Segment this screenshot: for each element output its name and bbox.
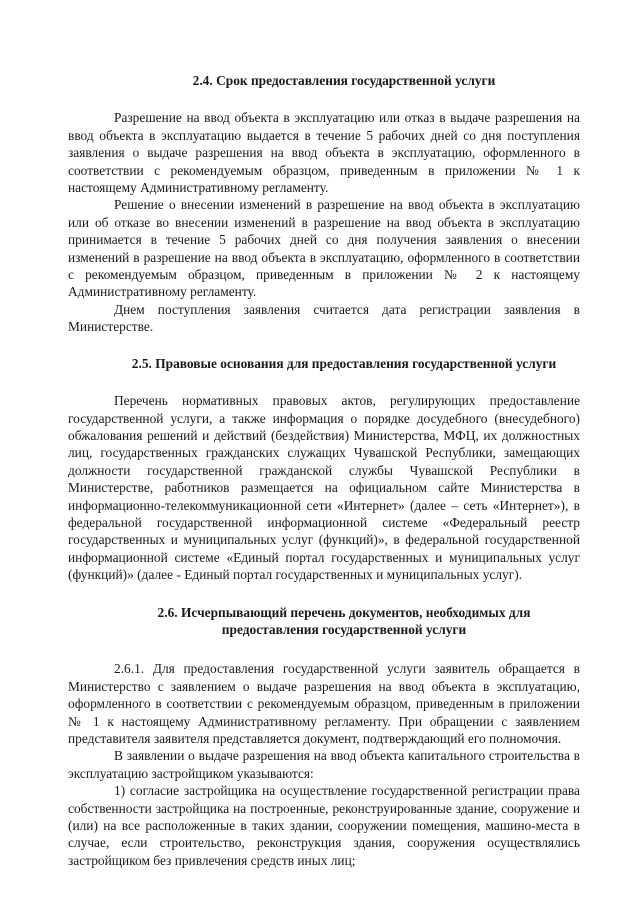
section-heading-2-4: 2.4. Срок предоставления государственной услуги: [192, 73, 496, 88]
paragraph: 2.6.1. Для предоставления государственной услуги заявитель обращается в Министерство с заявлением о выдаче разрешения на ввод объекта в эксплуатацию, оформленного в соответствии с рекомендуемым образцом, приведенным в приложении № 1 к настоящему Административному регламенту. При обращении с заявлением представителя заявителя представляется документ, подтверждающий его полномочия.: [68, 661, 580, 746]
heading-line: предоставления государственной услуги: [221, 621, 467, 637]
paragraph: Решение о внесении изменений в разрешение на ввод объекта в эксплуатацию или об отказе во внесении изменений в разрешение на ввод объекта в эксплуатацию принимается в течение 5 рабочих дней со дня получения заявления о внесении изменений в разрешение на ввод объекта в эксплуатацию, оформленного в соответствии с рекомендуемым образцом, приведенным в приложении № 2 к настоящему Административному регламенту.: [68, 197, 580, 300]
paragraph: Перечень нормативных правовых актов, регулирующих предоставление государственной услуги, а также информация о порядке досудебного (внесудебного) обжалования решений и действий (бездействия) Министерства, МФЦ, их должностных лиц, государственных гражданских служащих Чувашской Республики, замещающих должности государственной гражданской службы Чувашской Республики в Министерстве, работников размещается на официальном сайте Министерства в информационно-телекоммуникационной сети «Интернет» (далее – сеть «Интернет»), в федеральной государственной информационной системе «Федеральный реестр государственных и муниципальных услуг (функций)», в федеральной государственной информационной системе «Единый портал государственных и муниципальных услуг (функций)» (далее - Единый портал государственных и муниципальных услуг).: [68, 393, 580, 583]
paragraph: В заявлении о выдаче разрешения на ввод объекта капитального строительства в эксплуатацию застройщиком указываются:: [68, 748, 580, 781]
document-page: [68, 72, 580, 869]
heading-line: 2.6. Исчерпывающий перечень документов, необходимых для: [157, 604, 531, 620]
paragraph: 1) согласие застройщика на осуществление государственной регистрации права собственности застройщика на построенные, реконструированные здание, сооружение и (или) на все расположенные в таких здании, сооружении помещения, машино-места в случае, если строительство, реконструкция здания, сооружения осуществлялись застройщиком без привлечения средств иных лиц;: [68, 783, 580, 868]
section-heading-2-6: [68, 604, 580, 639]
paragraph: Днем поступления заявления считается дата регистрации заявления в Министерстве.: [68, 301, 580, 335]
section-heading-2-5: 2.5. Правовые основания для предоставления государственной услуги: [131, 355, 557, 371]
paragraph: Разрешение на ввод объекта в эксплуатацию или отказ в выдаче разрешения на ввод объекта в эксплуатацию выдается в течение 5 рабочих дней со дня поступления заявления о выдаче разрешения на ввод объекта в эксплуатацию, оформленного в соответствии с рекомендуемым образцом, приведенным в приложении № 1 к настоящему Административному регламенту.: [68, 110, 580, 196]
